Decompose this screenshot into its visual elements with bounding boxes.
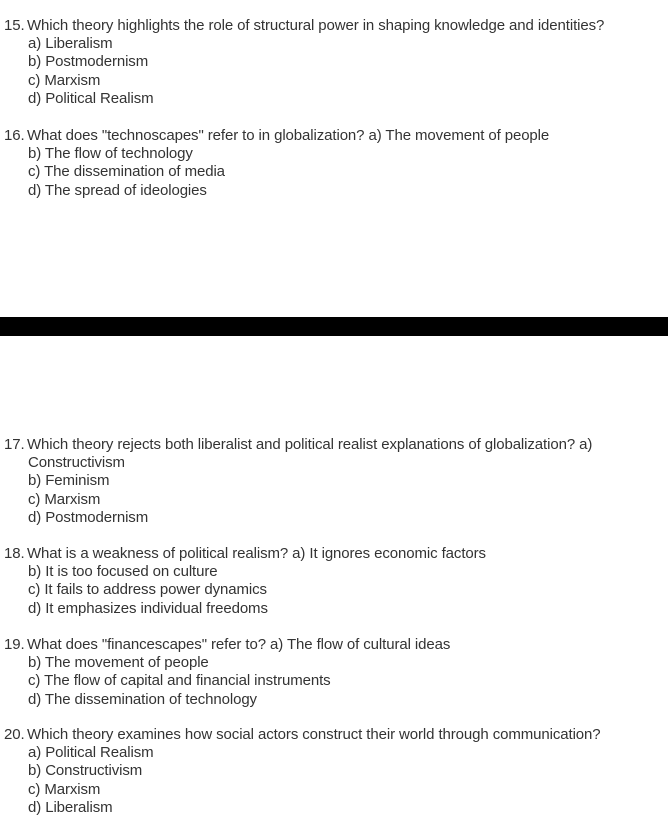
question-text: What does "technoscapes" refer to in globalization? a) The movement of people	[27, 127, 550, 144]
question-stem	[0, 726, 668, 744]
question-text: What is a weakness of political realism? a) It ignores economic factors	[27, 545, 486, 562]
answer-option-d: d) It emphasizes individual freedoms	[28, 599, 268, 617]
answer-option-b: b) Feminism	[28, 472, 110, 490]
answer-option-d: d) Political Realism	[28, 89, 154, 107]
question-stem	[0, 17, 668, 35]
answer-option-c: c) It fails to address power dynamics	[28, 581, 267, 599]
question-text: What does "financescapes" refer to? a) The flow of cultural ideas	[27, 636, 451, 653]
answer-option-c: c) Marxism	[28, 490, 101, 508]
question-number: 18.	[4, 545, 25, 562]
question-17	[0, 436, 668, 527]
question-stem	[0, 127, 668, 145]
answer-option-d: d) The spread of ideologies	[28, 181, 207, 199]
question-text: Which theory rejects both liberalist and political realist explanations of globalization? a)	[27, 436, 593, 453]
question-number: 16.	[4, 127, 25, 144]
answer-option-c: c) The flow of capital and financial instruments	[28, 672, 331, 690]
answer-option-b: b) Constructivism	[28, 762, 143, 780]
answer-option-a: a) Political Realism	[28, 744, 154, 762]
answer-option-c: c) Marxism	[28, 780, 101, 798]
answer-option-b: b) The flow of technology	[28, 145, 193, 163]
answer-option-c: c) Marxism	[28, 71, 101, 89]
question-18	[0, 545, 668, 618]
question-number: 20.	[4, 726, 25, 743]
answer-option-b: b) Postmodernism	[28, 53, 149, 71]
answer-option-b: b) The movement of people	[28, 654, 209, 672]
answer-option-a: a) Liberalism	[28, 35, 113, 53]
question-15	[0, 17, 668, 108]
answer-option-d: d) The dissemination of technology	[28, 690, 257, 708]
question-stem	[0, 545, 668, 563]
answer-option-d: d) Postmodernism	[28, 508, 149, 526]
answer-option-c: c) The dissemination of media	[28, 163, 225, 181]
question-text: Which theory examines how social actors construct their world through communication?	[27, 726, 601, 743]
question-stem	[0, 436, 668, 454]
question-19	[0, 636, 668, 709]
question-20	[0, 726, 668, 817]
question-number: 15.	[4, 17, 25, 34]
answer-option-a-continued: Constructivism	[28, 454, 125, 472]
answer-option-d: d) Liberalism	[28, 798, 113, 816]
question-number: 17.	[4, 436, 25, 453]
question-number: 19.	[4, 636, 25, 653]
question-text: Which theory highlights the role of structural power in shaping knowledge and identities?	[27, 17, 605, 34]
question-stem	[0, 636, 668, 654]
page-break-bar	[0, 317, 668, 336]
answer-option-b: b) It is too focused on culture	[28, 563, 218, 581]
question-16	[0, 127, 668, 200]
